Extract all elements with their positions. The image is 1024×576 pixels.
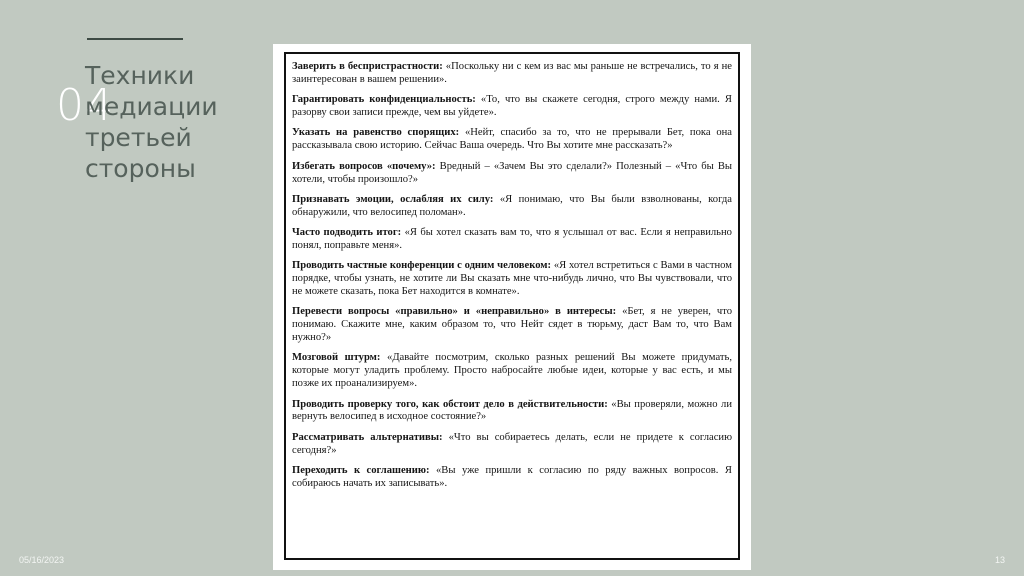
technique-label: Переходить к соглашению: bbox=[292, 464, 430, 476]
technique-text: «То, что вы скажете сегодня, строго между нами. Я разорву свои записи прежде, чем вы уйдете». bbox=[292, 94, 732, 119]
technique-item bbox=[292, 352, 732, 391]
technique-text: «Нейт, спасибо за то, что не прерывали Бет, пока она рассказывала свою историю. Сейчас Ваша очередь. Что Вы хотите мне рассказать?» bbox=[292, 127, 732, 152]
technique-label: Часто подводить итог: bbox=[292, 227, 402, 239]
technique-label: Признавать эмоции, ослабляя их силу: bbox=[292, 193, 494, 205]
technique-item bbox=[292, 399, 732, 425]
technique-text: «Поскольку ни с кем из вас мы раньше не встречались, то я не заинтересован в вашем решении». bbox=[292, 61, 732, 85]
technique-label: Рассматривать альтернативы: bbox=[292, 431, 443, 443]
technique-label: Избегать вопросов «почему»: bbox=[292, 160, 436, 172]
technique-item bbox=[292, 161, 732, 187]
technique-item bbox=[292, 306, 732, 345]
technique-item bbox=[292, 127, 732, 153]
technique-label: Проводить частные конференции с одним человеком: bbox=[292, 260, 552, 272]
technique-text: «Вы проверяли, можно ли вернуть велосипед в исходное состояние?» bbox=[292, 398, 732, 423]
slide-title: Техники медиации третьей стороны bbox=[85, 61, 218, 183]
technique-label: Мозговой штурм: bbox=[292, 352, 381, 364]
techniques-box bbox=[284, 52, 740, 560]
slide-number: 04 bbox=[56, 80, 114, 131]
technique-item bbox=[292, 432, 732, 458]
technique-text: «Давайте посмотрим, сколько разных решений Вы можете придумать, которые могут уладить проблему. Просто набросайте любые идеи, которые у вас есть, и мы позже их проанализируем». bbox=[292, 352, 732, 390]
technique-text: «Бет, я не уверен, что понимаю. Скажите мне, каким образом то, что Нейт сядет в тюрьму, даст Вам то, что Вам нужно?» bbox=[292, 306, 732, 344]
technique-item bbox=[292, 465, 732, 491]
technique-text: Вредный – «Зачем Вы это сделали?» Полезный – «Что бы Вы хотели, чтобы произошло?» bbox=[292, 160, 733, 185]
technique-item bbox=[292, 61, 732, 87]
technique-item bbox=[292, 194, 732, 220]
technique-text: «Что вы собираетесь делать, если не придете к согласию сегодня?» bbox=[292, 431, 732, 456]
technique-label: Проводить проверку того, как обстоит дело в действительности: bbox=[292, 398, 608, 410]
scanned-document-image bbox=[273, 44, 751, 570]
technique-label: Перевести вопросы «правильно» и «неправильно» в интересы: bbox=[292, 306, 617, 318]
technique-label: Заверить в беспристрастности: bbox=[292, 61, 443, 72]
technique-text: «Я понимаю, что Вы были взволнованы, когда обнаружили, что велосипед поломан». bbox=[292, 193, 732, 218]
technique-label: Гарантировать конфиденциальность: bbox=[292, 94, 476, 106]
technique-label: Указать на равенство спорящих: bbox=[292, 127, 460, 139]
slide-page-number: 13 bbox=[994, 555, 1005, 565]
footer-date: 05/16/2023 bbox=[19, 555, 65, 565]
technique-text: «Вы уже пришли к согласию по ряду важных вопросов. Я собираюсь начать их записывать». bbox=[292, 464, 732, 489]
technique-item bbox=[292, 94, 732, 120]
technique-text: «Я бы хотел сказать вам то, что я услышал от вас. Если я неправильно понял, поправьте меня». bbox=[292, 227, 732, 251]
technique-item bbox=[292, 260, 732, 299]
technique-text: «Я хотел встретиться с Вами в частном порядке, чтобы узнать, не хотите ли Вы сказать мне что-нибудь лично, что Вы чувствовали, что не можете сказать, пока Бет находится в комнате». bbox=[292, 260, 732, 298]
title-accent-line bbox=[87, 38, 183, 40]
technique-item bbox=[292, 227, 732, 253]
